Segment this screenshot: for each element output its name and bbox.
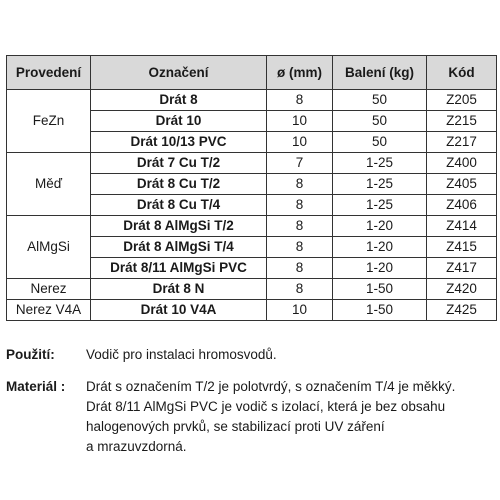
product-name: Drát 8 Cu T/2 bbox=[91, 174, 267, 195]
product-name: Drát 8 Cu T/4 bbox=[91, 195, 267, 216]
material-line: halogenových prvků, se stabilizací proti UV záření bbox=[86, 419, 385, 434]
product-package: 50 bbox=[333, 111, 427, 132]
table-row bbox=[7, 90, 497, 111]
group-label-fezn: FeZn bbox=[7, 90, 91, 153]
product-code: Z405 bbox=[427, 174, 497, 195]
product-package: 1-25 bbox=[333, 153, 427, 174]
product-diameter: 8 bbox=[267, 195, 333, 216]
product-code: Z217 bbox=[427, 132, 497, 153]
product-code: Z406 bbox=[427, 195, 497, 216]
product-name: Drát 8 AlMgSi T/2 bbox=[91, 216, 267, 237]
usage-line: Vodič pro instalaci hromosvodů. bbox=[86, 347, 277, 362]
usage-text bbox=[86, 345, 498, 365]
material-text bbox=[86, 377, 498, 457]
material-label: Materiál : bbox=[6, 379, 66, 394]
product-diameter: 8 bbox=[267, 237, 333, 258]
product-code: Z415 bbox=[427, 237, 497, 258]
usage-label: Použití: bbox=[6, 347, 55, 362]
product-code: Z417 bbox=[427, 258, 497, 279]
product-package: 50 bbox=[333, 132, 427, 153]
product-package: 1-50 bbox=[333, 300, 427, 321]
product-name: Drát 8 AlMgSi T/4 bbox=[91, 237, 267, 258]
product-table bbox=[6, 55, 497, 321]
product-package: 1-25 bbox=[333, 174, 427, 195]
product-name: Drát 8 bbox=[91, 90, 267, 111]
product-name: Drát 10 bbox=[91, 111, 267, 132]
product-name: Drát 7 Cu T/2 bbox=[91, 153, 267, 174]
product-diameter: 8 bbox=[267, 90, 333, 111]
product-package: 50 bbox=[333, 90, 427, 111]
product-diameter: 8 bbox=[267, 258, 333, 279]
material-line: a mrazuvzdorná. bbox=[86, 439, 187, 454]
material-line: Drát 8/11 AlMgSi PVC je vodič s izolací, která je bez obsahu bbox=[86, 399, 446, 414]
header-provedeni: Provedení bbox=[7, 56, 91, 90]
product-name: Drát 8/11 AlMgSi PVC bbox=[91, 258, 267, 279]
usage-note bbox=[6, 345, 496, 365]
header-kod: Kód bbox=[427, 56, 497, 90]
product-code: Z414 bbox=[427, 216, 497, 237]
product-diameter: 7 bbox=[267, 153, 333, 174]
product-diameter: 10 bbox=[267, 111, 333, 132]
material-line: Drát s označením T/2 je polotvrdý, s označením T/4 je měkký. bbox=[86, 379, 456, 394]
group-label-med: Měď bbox=[7, 153, 91, 216]
product-diameter: 10 bbox=[267, 132, 333, 153]
header-oznaceni: Označení bbox=[91, 56, 267, 90]
product-diameter: 8 bbox=[267, 279, 333, 300]
product-package: 1-25 bbox=[333, 195, 427, 216]
product-diameter: 10 bbox=[267, 300, 333, 321]
table-header-row bbox=[7, 56, 497, 90]
material-note bbox=[6, 377, 496, 461]
product-package: 1-20 bbox=[333, 216, 427, 237]
product-code: Z205 bbox=[427, 90, 497, 111]
product-diameter: 8 bbox=[267, 216, 333, 237]
header-baleni: Balení (kg) bbox=[333, 56, 427, 90]
group-label-nerez: Nerez bbox=[7, 279, 91, 300]
product-package: 1-20 bbox=[333, 237, 427, 258]
product-diameter: 8 bbox=[267, 174, 333, 195]
product-name: Drát 10 V4A bbox=[91, 300, 267, 321]
header-diameter: ø (mm) bbox=[267, 56, 333, 90]
product-code: Z400 bbox=[427, 153, 497, 174]
product-code: Z215 bbox=[427, 111, 497, 132]
table-row bbox=[7, 216, 497, 237]
table-row bbox=[7, 279, 497, 300]
product-code: Z420 bbox=[427, 279, 497, 300]
group-label-almgsi: AlMgSi bbox=[7, 216, 91, 279]
product-package: 1-50 bbox=[333, 279, 427, 300]
group-label-nerez-v4a: Nerez V4A bbox=[7, 300, 91, 321]
table-row bbox=[7, 153, 497, 174]
table-row bbox=[7, 300, 497, 321]
product-name: Drát 10/13 PVC bbox=[91, 132, 267, 153]
product-package: 1-20 bbox=[333, 258, 427, 279]
product-code: Z425 bbox=[427, 300, 497, 321]
product-name: Drát 8 N bbox=[91, 279, 267, 300]
